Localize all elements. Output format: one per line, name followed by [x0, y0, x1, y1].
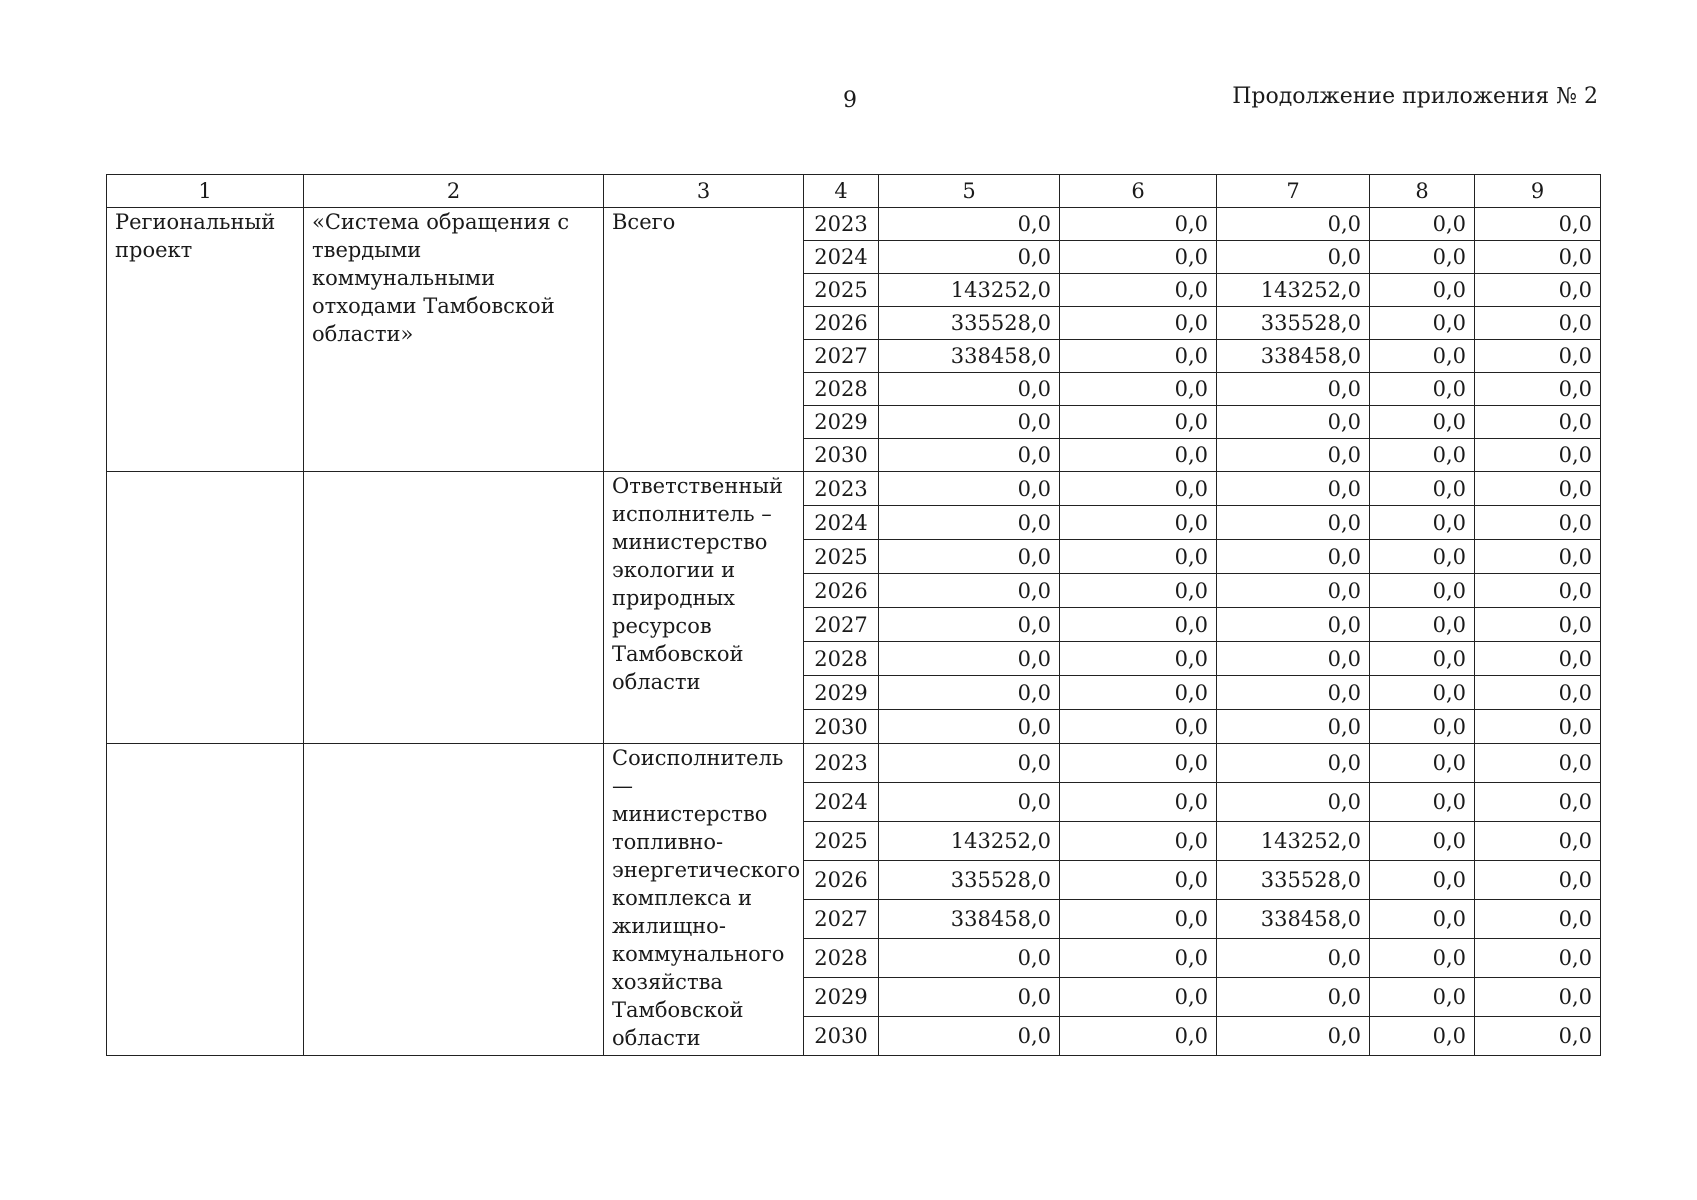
amount-cell: 0,0 [1370, 783, 1475, 822]
measure-name-cell [304, 744, 604, 1056]
amount-cell: 0,0 [879, 472, 1060, 506]
year-cell: 2029 [804, 978, 879, 1017]
amount-cell: 0,0 [1475, 783, 1601, 822]
amount-cell: 0,0 [1475, 506, 1601, 540]
amount-cell: 0,0 [1217, 540, 1370, 574]
year-cell: 2025 [804, 540, 879, 574]
amount-cell: 0,0 [1060, 642, 1217, 676]
amount-cell: 0,0 [1370, 406, 1475, 439]
column-header: 8 [1370, 175, 1475, 208]
amount-cell: 0,0 [1370, 340, 1475, 373]
year-cell: 2025 [804, 274, 879, 307]
table-row [107, 472, 1601, 506]
amount-cell: 0,0 [1060, 373, 1217, 406]
amount-cell: 0,0 [1475, 472, 1601, 506]
amount-cell: 0,0 [879, 939, 1060, 978]
amount-cell: 0,0 [1370, 472, 1475, 506]
amount-cell: 338458,0 [1217, 900, 1370, 939]
amount-cell: 0,0 [1475, 340, 1601, 373]
amount-cell: 0,0 [879, 574, 1060, 608]
appendix-note: Продолжение приложения № 2 [1232, 84, 1598, 109]
amount-cell: 338458,0 [879, 900, 1060, 939]
year-cell: 2026 [804, 861, 879, 900]
column-header: 4 [804, 175, 879, 208]
amount-cell: 0,0 [879, 373, 1060, 406]
amount-cell: 0,0 [879, 608, 1060, 642]
amount-cell: 0,0 [1217, 642, 1370, 676]
amount-cell: 338458,0 [1217, 340, 1370, 373]
column-number-row [107, 175, 1601, 208]
amount-cell: 0,0 [1475, 274, 1601, 307]
amount-cell: 0,0 [1370, 900, 1475, 939]
amount-cell: 0,0 [1475, 373, 1601, 406]
amount-cell: 338458,0 [879, 340, 1060, 373]
amount-cell: 0,0 [1370, 710, 1475, 744]
amount-cell: 0,0 [1060, 710, 1217, 744]
amount-cell: 0,0 [1217, 208, 1370, 241]
amount-cell: 0,0 [1370, 861, 1475, 900]
year-cell: 2028 [804, 642, 879, 676]
amount-cell: 0,0 [1060, 406, 1217, 439]
year-cell: 2029 [804, 676, 879, 710]
amount-cell: 0,0 [1370, 574, 1475, 608]
amount-cell: 0,0 [879, 406, 1060, 439]
amount-cell: 0,0 [1370, 208, 1475, 241]
amount-cell: 0,0 [1370, 676, 1475, 710]
amount-cell: 0,0 [1475, 439, 1601, 472]
amount-cell: 0,0 [1475, 822, 1601, 861]
amount-cell: 0,0 [1370, 373, 1475, 406]
column-header: 6 [1060, 175, 1217, 208]
amount-cell: 0,0 [879, 744, 1060, 783]
executor-cell: Всего [604, 208, 804, 472]
amount-cell: 0,0 [1217, 676, 1370, 710]
amount-cell: 0,0 [1370, 642, 1475, 676]
amount-cell: 0,0 [1370, 307, 1475, 340]
amount-cell: 0,0 [1060, 574, 1217, 608]
year-cell: 2027 [804, 340, 879, 373]
amount-cell: 0,0 [1217, 472, 1370, 506]
amount-cell: 0,0 [1475, 744, 1601, 783]
amount-cell: 335528,0 [1217, 307, 1370, 340]
measure-name-cell: «Система обращения с твердыми коммунальными отходами Тамбовской области» [304, 208, 604, 472]
amount-cell: 0,0 [1060, 939, 1217, 978]
amount-cell: 0,0 [1060, 744, 1217, 783]
amount-cell: 0,0 [1060, 822, 1217, 861]
amount-cell: 0,0 [1370, 1017, 1475, 1056]
amount-cell: 0,0 [1370, 506, 1475, 540]
amount-cell: 0,0 [1475, 540, 1601, 574]
table-row [107, 208, 1601, 241]
year-cell: 2028 [804, 939, 879, 978]
amount-cell: 0,0 [1060, 861, 1217, 900]
amount-cell: 0,0 [1475, 939, 1601, 978]
amount-cell: 335528,0 [1217, 861, 1370, 900]
amount-cell: 0,0 [1060, 307, 1217, 340]
amount-cell: 0,0 [1475, 574, 1601, 608]
measure-type-cell [107, 472, 304, 744]
amount-cell: 0,0 [1060, 472, 1217, 506]
amount-cell: 143252,0 [879, 822, 1060, 861]
table-body [107, 208, 1601, 1056]
amount-cell: 0,0 [879, 241, 1060, 274]
amount-cell: 0,0 [1370, 274, 1475, 307]
amount-cell: 0,0 [1060, 540, 1217, 574]
amount-cell: 0,0 [1060, 340, 1217, 373]
amount-cell: 0,0 [1060, 608, 1217, 642]
year-cell: 2026 [804, 574, 879, 608]
year-cell: 2030 [804, 710, 879, 744]
amount-cell: 0,0 [1370, 540, 1475, 574]
amount-cell: 0,0 [1217, 939, 1370, 978]
amount-cell: 0,0 [1475, 900, 1601, 939]
amount-cell: 0,0 [1217, 978, 1370, 1017]
amount-cell: 0,0 [1370, 822, 1475, 861]
amount-cell: 0,0 [879, 439, 1060, 472]
amount-cell: 0,0 [879, 642, 1060, 676]
amount-cell: 0,0 [1217, 783, 1370, 822]
amount-cell: 0,0 [1217, 406, 1370, 439]
amount-cell: 0,0 [1060, 1017, 1217, 1056]
amount-cell: 0,0 [879, 506, 1060, 540]
column-header: 2 [304, 175, 604, 208]
amount-cell: 0,0 [1475, 978, 1601, 1017]
amount-cell: 0,0 [1475, 241, 1601, 274]
amount-cell: 0,0 [1475, 861, 1601, 900]
amount-cell: 0,0 [1475, 710, 1601, 744]
amount-cell: 0,0 [1217, 608, 1370, 642]
amount-cell: 335528,0 [879, 307, 1060, 340]
amount-cell: 0,0 [1217, 744, 1370, 783]
amount-cell: 0,0 [879, 710, 1060, 744]
amount-cell: 0,0 [879, 783, 1060, 822]
amount-cell: 0,0 [1060, 506, 1217, 540]
measure-name-cell [304, 472, 604, 744]
amount-cell: 0,0 [879, 676, 1060, 710]
year-cell: 2029 [804, 406, 879, 439]
executor-cell: Ответственный исполнитель – министерство экологии и природных ресурсов Тамбовской области [604, 472, 804, 744]
column-header: 1 [107, 175, 304, 208]
year-cell: 2030 [804, 439, 879, 472]
year-cell: 2028 [804, 373, 879, 406]
amount-cell: 0,0 [1060, 274, 1217, 307]
amount-cell: 0,0 [1475, 1017, 1601, 1056]
year-cell: 2026 [804, 307, 879, 340]
year-cell: 2023 [804, 472, 879, 506]
amount-cell: 0,0 [1370, 608, 1475, 642]
amount-cell: 0,0 [1475, 608, 1601, 642]
amount-cell: 0,0 [1370, 439, 1475, 472]
year-cell: 2024 [804, 783, 879, 822]
amount-cell: 0,0 [1060, 783, 1217, 822]
amount-cell: 0,0 [879, 540, 1060, 574]
amount-cell: 0,0 [1060, 241, 1217, 274]
year-cell: 2023 [804, 744, 879, 783]
year-cell: 2027 [804, 608, 879, 642]
amount-cell: 0,0 [1217, 373, 1370, 406]
amount-cell: 0,0 [1475, 642, 1601, 676]
amount-cell: 0,0 [1217, 710, 1370, 744]
page-number: 9 [843, 88, 857, 113]
amount-cell: 0,0 [879, 1017, 1060, 1056]
year-cell: 2023 [804, 208, 879, 241]
column-header: 9 [1475, 175, 1601, 208]
amount-cell: 0,0 [1060, 439, 1217, 472]
amount-cell: 0,0 [1475, 406, 1601, 439]
amount-cell: 0,0 [1217, 1017, 1370, 1056]
column-header: 3 [604, 175, 804, 208]
amount-cell: 143252,0 [1217, 822, 1370, 861]
amount-cell: 0,0 [1370, 744, 1475, 783]
measure-type-cell [107, 744, 304, 1056]
amount-cell: 143252,0 [879, 274, 1060, 307]
executor-cell: Соисполнитель — министерство топливно-энергетического комплекса и жилищно-коммунального хозяйства Тамбовской области [604, 744, 804, 1056]
column-header: 5 [879, 175, 1060, 208]
amount-cell: 0,0 [1217, 439, 1370, 472]
amount-cell: 0,0 [1370, 939, 1475, 978]
amount-cell: 0,0 [1475, 676, 1601, 710]
funding-table [106, 174, 1601, 1056]
amount-cell: 0,0 [1060, 208, 1217, 241]
amount-cell: 0,0 [1475, 307, 1601, 340]
amount-cell: 0,0 [1217, 506, 1370, 540]
year-cell: 2024 [804, 241, 879, 274]
amount-cell: 335528,0 [879, 861, 1060, 900]
amount-cell: 0,0 [879, 208, 1060, 241]
amount-cell: 0,0 [1060, 900, 1217, 939]
amount-cell: 0,0 [1370, 241, 1475, 274]
amount-cell: 143252,0 [1217, 274, 1370, 307]
amount-cell: 0,0 [1370, 978, 1475, 1017]
amount-cell: 0,0 [1060, 978, 1217, 1017]
year-cell: 2024 [804, 506, 879, 540]
year-cell: 2027 [804, 900, 879, 939]
table-row [107, 744, 1601, 783]
amount-cell: 0,0 [879, 978, 1060, 1017]
year-cell: 2025 [804, 822, 879, 861]
amount-cell: 0,0 [1217, 574, 1370, 608]
amount-cell: 0,0 [1060, 676, 1217, 710]
amount-cell: 0,0 [1475, 208, 1601, 241]
column-header: 7 [1217, 175, 1370, 208]
amount-cell: 0,0 [1217, 241, 1370, 274]
measure-type-cell: Региональный проект [107, 208, 304, 472]
year-cell: 2030 [804, 1017, 879, 1056]
